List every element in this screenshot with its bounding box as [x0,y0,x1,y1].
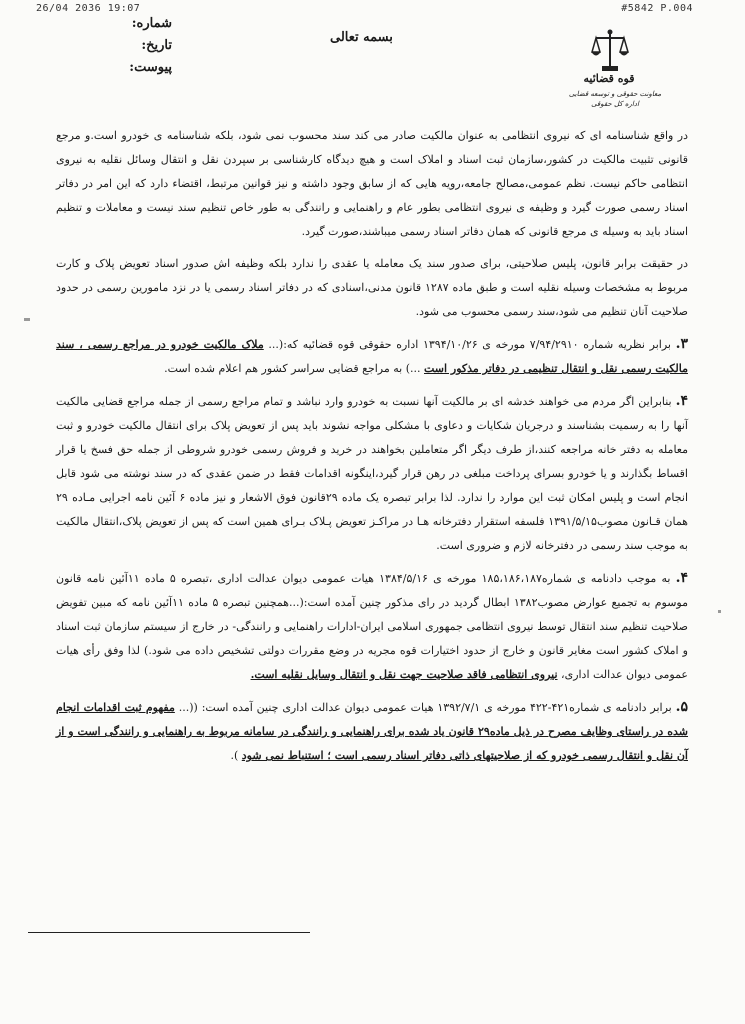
paragraph-5: ۴. به موجب دادنامه ی شماره۱۸۵،۱۸۶،۱۸۷ مورخه ی ۱۳۸۴/۵/۱۶ هیات عمومی دیوان عدالت اداری ،تبصره ۵ ماده ۱۱آئین نامه قانون موسوم به تجمیع عوارض مصوب۱۳۸۲ ابطال گردید در رای مذکور چنین آمده است:(...همچنین تبصره ۵ ماده ۱۱آئین نامه که مبین تفویض صلاحیت تنظیم سند انتقال توسط نیروی انتظامی جمهوری اسلامی ایران-ادارات راهنمایی و رانندگی- در خارج از سیستم سازمان ثبت اسناد و املاک کشور است مغایر قانون و خارج از حدود اختیارات قوه مجریه در وضع مقررات دولتی تشخیص داده می شود.) لذا وفق رأی هیات عمومی دیوان عدالت اداری، نیروی انتظامی فاقد صلاحیت جهت نقل و انتقال وسایل نقلیه است. [56,570,689,681]
paragraph-4: ۴. بنابراین اگر مردم می خواهند خدشه ای بر مالکیت آنها نسبت به خودرو وارد نباشد و تمام مراجع رسمی از جمله مراجع قضایی مالکیت آنها را به رسمیت بشناسند و درجریان شکایات و دعاوی با مشکلی مواجه نشوند باید پس از تعویض پلاک برای انتقال مالکیت خودرو و ثبت معامله به دفتر خانه مراجعه کنند،از طرف دیگر اگر متعاملین بخواهند در خرید و فروش رسمی خودرو شروطی از جمله حق فسخ یا قرار اقساط بگذارند و یا خودرو بسرای پرداخت مبلغی در رهن قرار گیرد،اینگونه اقدامات فقط در ضمن عقدی که در سند نوشته می شود قابل انجام است و پلیس امکان ثبت این موارد را ندارد. لذا برابر تبصره یک ماده ۲۹قانون فوق الاشعار و نیز ماده ۶ آئین نامه اجرایی مـاده ۲۹ همان قـانون مصوب۱۳۹۱/۵/۱۵ فلسفه استقرار دفترخانه هـا در مراکـز تعویض پـلاک بـرای همین است که پس از تعویض پلاک،انتقال مالکیت به موجب سند رسمی در دفترخانه لازم و ضروری است. [56,393,688,552]
attachment-label: پیوست: [129,60,172,75]
item-number: ۳. [675,336,689,352]
org-name: قوه قضائیه [583,72,635,85]
highlighted-text: ملاک مالکیت خودرو در مراجع رسمی ، سند مالکیت رسمی نقل و انتقال تنظیمی در دفاتر مذکور است [56,338,688,375]
divider-line [28,932,310,933]
org-subtitle: معاونت حقوقی و توسعه قضایی [568,90,662,98]
number-label: شماره: [131,16,172,31]
judiciary-scales-emblem-icon [590,28,630,74]
paragraph: در واقع شناسنامه ای که نیروی انتظامی به عنوان مالکیت صادر می کند سند محسوب نمی شود، بلکه شناسنامه ی خودرو است.و مرجع قانونی تثبیت مالکیت در کشور،سازمان ثبت اسناد و املاک است و هیچ دیدگاه کارشناسی بر سپردن نقل و انتقال وسائل نقلیه به نیروی انتظامی حاکم نیست. نظم عمومی،مصالح جامعه،رویه هایی که از سابق وجود داشته و نیز قوانین مرتبط، اقتضاء دارد که این امر در دفاتر اسناد رسمی صورت گیرد و وظیفه ی نیروی انتظامی بطور عام و راهنمایی و رانندگی به طور خاص تنظیم سند نیست و معاملات و تنظیم اسناد باید به وسیله ی مرجع قانونی که همان دفاتر اسناد رسمی میباشند،صورت گیرد. [56,129,688,238]
fax-page-id: #5842 P.004 [621,3,693,14]
paragraph-3: ۳. برابر نظریه شماره ۷/۹۴/۲۹۱۰ مورخه ی ۱۳۹۴/۱۰/۲۶ اداره حقوقی قوه قضائیه که:(... ملاک مالکیت خودرو در مراجع رسمی ، سند مالکیت رسمی نقل و انتقال تنظیمی در دفاتر مذکور است ...) به مراجع قضایی سراسر کشور هم اعلام شده است. [56,336,689,375]
scan-mark [718,610,721,613]
scan-mark [24,318,30,321]
letter-body [56,124,688,776]
highlighted-text: مفهوم ثبت اقدامات انجام شده در راستای وظایف مصرح در ذیل ماده۲۹ قانون یاد شده برای راهنمایی و رانندگی در سامانه مربوط به راهنمایی و رانندگی است و از آن نقل و انتقال رسمی خودرو که از صلاحیتهای ذاتی دفاتر اسناد رسمی است ؛ استنباط نمی شود [56,701,689,762]
paragraph: در حقیقت برابر قانون، پلیس صلاحیتی، برای صدور سند یک معامله یا عقدی را ندارد بلکه وظیفه اش صدور اسناد تعویض پلاک و کارت مربوط به مشخصات وسیله نقلیه است و طبق ماده ۱۲۸۷ قانون مدنی،اسنادی که در دفاتر اسناد رسمی یا در نزد مامورین رسمی در حدود صلاحیت آنان تنظیم می شود،سند رسمی محسوب می شود. [56,257,688,318]
item-number: ۵. [675,699,688,715]
paragraph-6: ۵. برابر دادنامه ی شماره۴۲۱-۴۲۲ مورخه ی ۱۳۹۲/۷/۱ هیات عمومی دیوان عدالت اداری چنین آمده است: ((... مفهوم ثبت اقدامات انجام شده در راستای وظایف مصرح در ذیل ماده۲۹ قانون یاد شده برای راهنمایی و رانندگی در سامانه مربوط به راهنمایی و رانندگی است و از آن نقل و انتقال رسمی خودرو که از صلاحیتهای ذاتی دفاتر اسناد رسمی است ؛ استنباط نمی شود ). [56,699,689,762]
date-label: تاریخ: [141,38,172,53]
page-heading: بسمه تعالی [330,30,393,45]
org-subtitle: اداره کل حقوقی [591,100,639,108]
item-number: ۴. [675,570,689,586]
highlighted-text: نیروی انتظامی فاقد صلاحیت جهت نقل و انتقال وسایل نقلیه است. [250,668,558,681]
fax-timestamp: 26/04 2036 19:07 [36,3,141,14]
item-number: ۴. [675,393,688,409]
